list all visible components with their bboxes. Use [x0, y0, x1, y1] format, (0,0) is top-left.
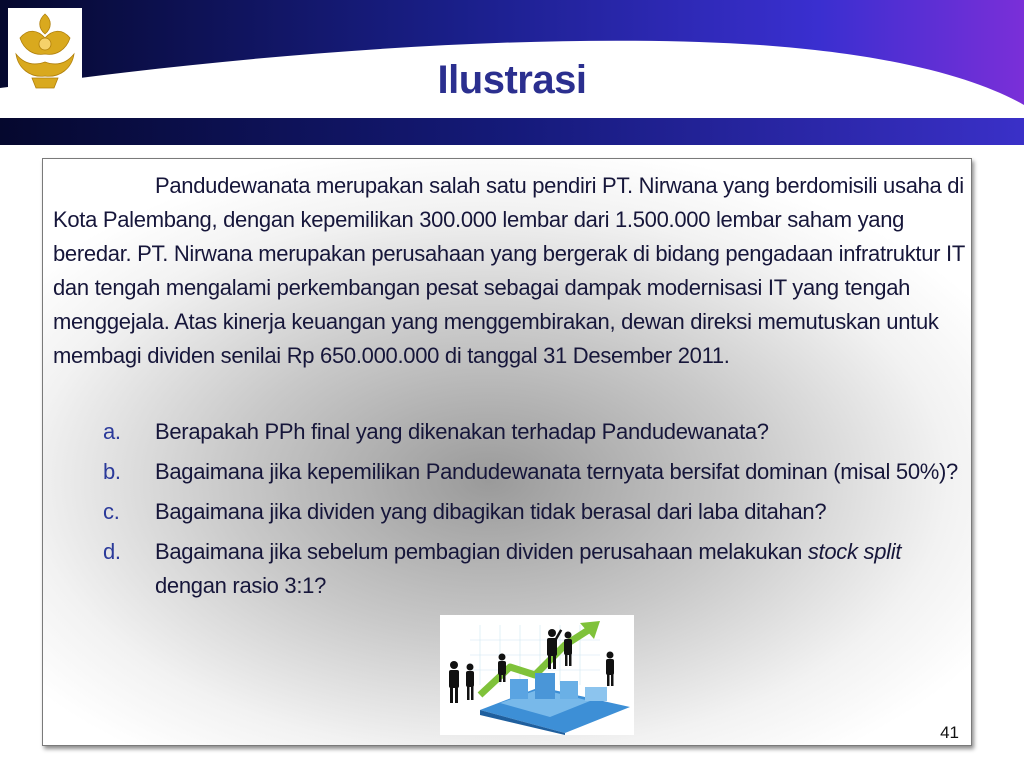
list-item [103, 535, 963, 603]
list-item [103, 495, 963, 529]
business-growth-illustration [440, 615, 634, 735]
list-marker: a. [103, 419, 121, 444]
list-marker: d. [103, 539, 121, 564]
case-paragraph: Pandudewanata merupakan salah satu pendiri PT. Nirwana yang berdomisili usaha di Kota Palembang, dengan kepemilikan 300.000 lembar dari 1.500.000 lembar saham yang beredar. PT. Nirwana merupakan perusahaan yang bergerak di bidang pengadaan infratruktur IT dan tengah mengalami perkembangan pesat sebagai dampak modernisasi IT yang tengah menggejala. Atas kinerja keuangan yang menggembirakan, dewan direksi memutuskan untuk membagi dividen senilai Rp 650.000.000 di tanggal 31 Desember 2011. [53, 173, 965, 368]
question-list [103, 415, 963, 609]
question-text-part: dengan rasio 3:1? [155, 573, 327, 598]
question-text: Bagaimana jika kepemilikan Pandudewanata ternyata bersifat dominan (misal 50%)? [155, 459, 958, 484]
slide-title: Ilustrasi [437, 58, 587, 102]
list-marker: b. [103, 459, 121, 484]
question-text-italic: stock split [807, 539, 902, 564]
list-item [103, 415, 963, 449]
list-marker: c. [103, 499, 120, 524]
question-text-part: Bagaimana jika sebelum pembagian dividen perusahaan melakukan [155, 539, 808, 564]
question-text: Bagaimana jika dividen yang dibagikan tidak berasal dari laba ditahan? [155, 499, 827, 524]
list-item [103, 455, 963, 489]
content-box [42, 158, 972, 746]
question-text: Berapakah PPh final yang dikenakan terhadap Pandudewanata? [155, 419, 769, 444]
page-number: 41 [940, 723, 959, 742]
